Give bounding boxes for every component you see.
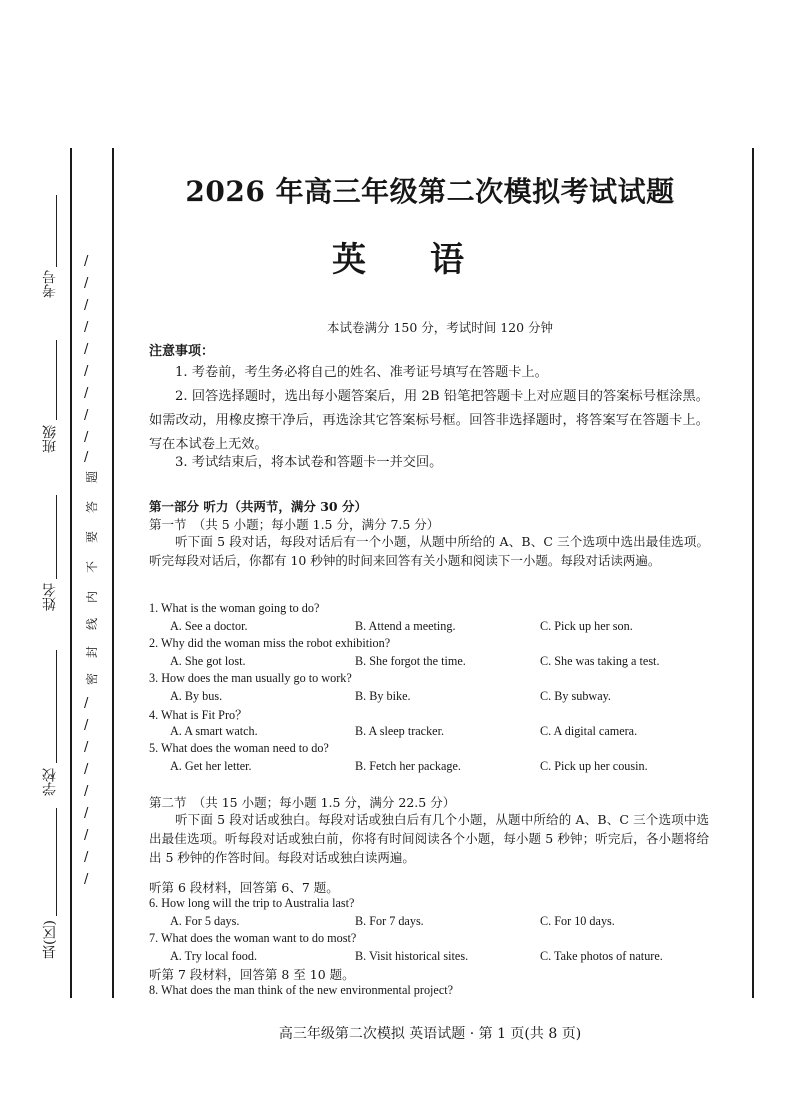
option-b: B. Visit historical sites. xyxy=(355,949,469,963)
exam-title: 2026 年高三年级第二次模拟考试试题 xyxy=(185,175,675,208)
notice-item-1: 1. 考卷前，考生务必将自己的姓名、准考证号填写在答题卡上。 xyxy=(175,365,548,380)
seal-char: 内 xyxy=(85,591,99,604)
seal-slash: / xyxy=(84,320,89,335)
seal-char: 线 xyxy=(85,618,99,631)
seal-slash: / xyxy=(84,450,89,465)
seal-slash: / xyxy=(84,872,89,887)
subject-title: 英语 xyxy=(332,240,528,280)
option-a: A. Get her letter. xyxy=(170,759,252,773)
county-field[interactable] xyxy=(56,808,57,916)
material7-heading: 听第 7 段材料，回答第 8 至 10 题。 xyxy=(149,967,355,982)
page-footer: 高三年级第二次模拟 英语试题 · 第 1 页(共 8 页) xyxy=(278,1026,582,1042)
exam-number-label: 考号 xyxy=(42,270,58,298)
question-text: 4. What is Fit Pro？ xyxy=(149,708,248,722)
school-label: 学校 xyxy=(42,768,58,796)
option-a: A. A smart watch. xyxy=(170,724,258,738)
section2-heading: 第二节 （共 15 小题；每小题 1.5 分，满分 22.5 分） xyxy=(149,795,456,810)
option-b: B. She forgot the time. xyxy=(355,654,466,668)
part1-heading: 第一部分 听力（共两节，满分 30 分） xyxy=(149,499,367,514)
page-border-right xyxy=(752,148,754,998)
option-a: A. For 5 days. xyxy=(170,914,240,928)
seal-slash: / xyxy=(84,342,89,357)
question-text: 3. How does the man usually go to work? xyxy=(149,671,352,685)
section1-heading: 第一节 （共 5 小题；每小题 1.5 分，满分 7.5 分） xyxy=(149,517,440,532)
option-b: B. By bike. xyxy=(355,689,411,703)
seal-char: 答 xyxy=(85,501,99,514)
seal-slash: / xyxy=(84,254,89,269)
option-a: A. She got lost. xyxy=(170,654,246,668)
seal-slash: / xyxy=(84,718,89,733)
question-text: 6. How long will the trip to Australia last? xyxy=(149,896,355,910)
notice-item-3: 3. 考试结束后，将本试卷和答题卡一并交回。 xyxy=(175,455,443,470)
seal-char: 密 xyxy=(85,673,99,686)
option-b: B. Fetch her package. xyxy=(355,759,461,773)
seal-slash: / xyxy=(84,850,89,865)
option-c: C. Pick up her cousin. xyxy=(540,759,648,773)
seal-char: 不 xyxy=(85,561,99,574)
option-c: C. Pick up her son. xyxy=(540,619,633,633)
option-c: C. For 10 days. xyxy=(540,914,615,928)
option-b: B. For 7 days. xyxy=(355,914,424,928)
binding-line-right xyxy=(112,148,114,998)
seal-slash: / xyxy=(84,784,89,799)
question-8-text: 8. What does the man think of the new environmental project? xyxy=(149,983,454,997)
material6-heading: 听第 6 段材料，回答第 6、7 题。 xyxy=(149,880,339,895)
seal-slash: / xyxy=(84,430,89,445)
question-text: 7. What does the woman want to do most? xyxy=(149,931,357,945)
seal-char: 封 xyxy=(85,646,99,659)
school-field[interactable] xyxy=(56,650,57,763)
question-text: 5. What does the woman need to do? xyxy=(149,741,329,755)
name-label: 姓名 xyxy=(42,583,58,611)
notice-heading: 注意事项： xyxy=(149,344,215,359)
section1-instruction: 听下面 5 段对话，每段对话后有一个小题，从题中所给的 A、B、C 三个选项中选出最佳选项。听完每段对话后，你都有 10 秒钟的时间来回答有关小题和阅读下一小题。每段对话读两遍。 xyxy=(149,534,709,568)
question-text: 2. Why did the woman miss the robot exhibition? xyxy=(149,636,391,650)
seal-slash: / xyxy=(84,806,89,821)
section2-instruction: 听下面 5 段对话或独白。每段对话或独白后有几个小题，从题中所给的 A、B、C 三个选项中选出最佳选项。听每段对话或独白前，你将有时间阅读各个小题，每小题 5 秒钟；听完后，各小题将给出 5 秒钟的作答时间。每段对话或独白读两遍。 xyxy=(149,812,709,865)
seal-slash: / xyxy=(84,828,89,843)
option-c: C. Take photos of nature. xyxy=(540,949,663,963)
option-a: A. By bus. xyxy=(170,689,223,703)
seal-slash: / xyxy=(84,276,89,291)
seal-slash: / xyxy=(84,762,89,777)
seal-slash: / xyxy=(84,364,89,379)
seal-char: 要 xyxy=(85,531,99,544)
binding-line-left xyxy=(70,148,72,998)
option-c: C. She was taking a test. xyxy=(540,654,660,668)
seal-slash: / xyxy=(84,298,89,313)
option-a: A. See a doctor. xyxy=(170,619,248,633)
seal-slash: / xyxy=(84,696,89,711)
seal-slash: / xyxy=(84,386,89,401)
seal-char: 题 xyxy=(85,471,99,484)
option-c: C. A digital camera. xyxy=(540,724,638,738)
class-field[interactable] xyxy=(56,340,57,420)
county-label: 县(区) xyxy=(42,920,58,959)
option-a: A. Try local food. xyxy=(170,949,258,963)
question-text: 1. What is the woman going to do? xyxy=(149,601,320,615)
option-c: C. By subway. xyxy=(540,689,611,703)
exam-number-field[interactable] xyxy=(56,195,57,267)
seal-slash: / xyxy=(84,408,89,423)
class-label: 班级 xyxy=(42,425,58,453)
option-b: B. Attend a meeting. xyxy=(355,619,456,633)
notice-item-2: 2. 回答选择题时，选出每小题答案后，用 2B 铅笔把答题卡上对应题目的答案标号框涂黑。如需改动，用橡皮擦干净后，再选涂其它答案标号框。回答非选择题时，将答案写在答题卡上。写在本试卷上无效。 xyxy=(149,389,709,452)
name-field[interactable] xyxy=(56,495,57,579)
seal-slash: / xyxy=(84,740,89,755)
option-b: B. A sleep tracker. xyxy=(355,724,445,738)
score-line: 本试卷满分 150 分，考试时间 120 分钟 xyxy=(326,320,554,335)
